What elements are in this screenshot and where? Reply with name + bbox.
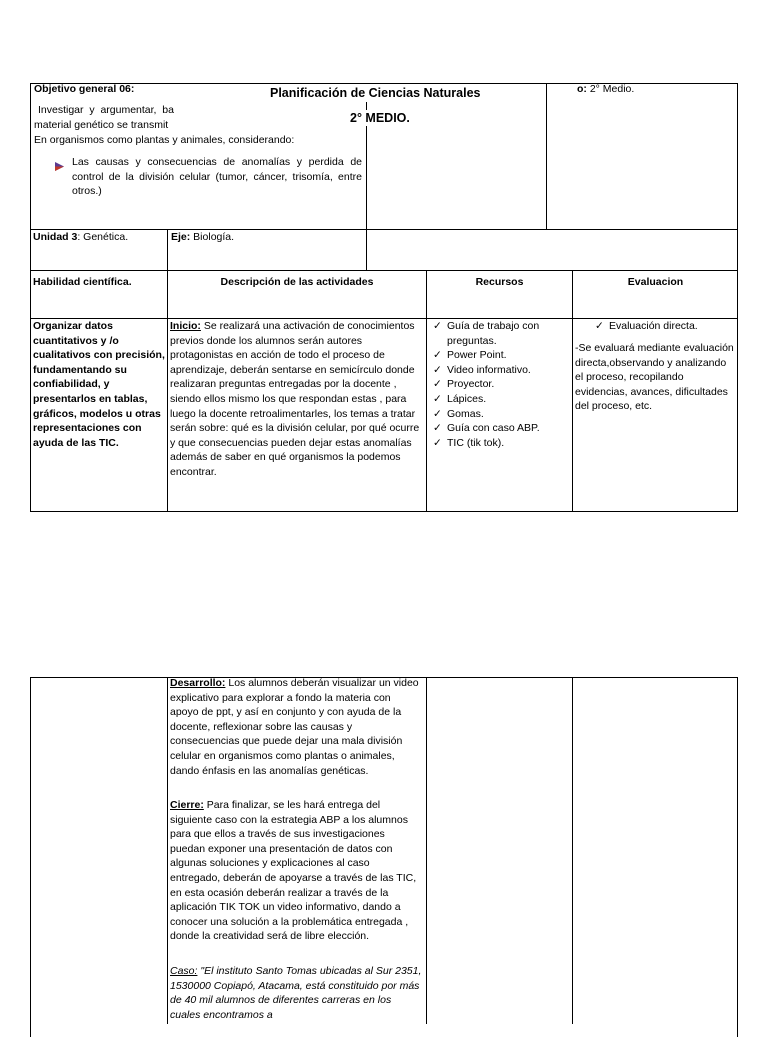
check-icon: ✓ [433,392,442,405]
caso-text: "El instituto Santo Tomas ubicadas al Sur 2351, 1530000 Copiapó, Atacama, está constituido por más de 40 mil alumnos de diferentes carreras en los cuales encontramos a [170,965,422,1021]
desarrollo-text: Los alumnos deberán visualizar un video explicativo para explorar a fondo la materia con apoyo de ppt, y así en conjunto y con ayuda de la docente, reflexionar sobre las causas y consecuencias que puede dejar una mala división celular en organismos como plantas o animales, dando énfasis en las anomalías genéticas. [170,677,419,777]
header-skill: Habilidad científica. [33,276,132,288]
header-evaluation: Evaluacion [627,276,684,288]
objective-label: Objetivo general 06: [34,83,135,95]
objective-line-2: material genético se transmit [34,119,169,131]
header-resources: Recursos [475,276,524,288]
page-subtitle: 2° MEDIO. [345,110,415,126]
cierre-paragraph [170,798,422,944]
check-icon: ✓ [433,363,442,376]
resource-item: ✓ Video informativo. [433,363,531,376]
inicio-paragraph [170,319,424,480]
level-fragment-value: 2° Medio. [586,83,635,95]
desarrollo-label: Desarrollo: [170,677,226,689]
level-fragment-label: o: [577,83,587,95]
rule-v-evaluation [572,270,573,512]
resource-item: ✓ TIC (tik tok). [433,436,505,449]
evaluation-check-list [592,319,736,334]
objective-line-1: Investigar y argumentar, ba [38,104,174,116]
check-icon: ✓ [433,422,442,435]
inicio-label: Inicio: [170,320,201,332]
page-title: Planificación de Ciencias Naturales [265,84,486,102]
axis-value: Biología. [190,231,235,243]
check-icon: ✓ [433,320,442,332]
resource-item: ✓ Guía con caso ABP. [433,422,540,435]
objective-line-3: En organismos como plantas y animales, considerando: [34,134,295,146]
resources-list [430,319,572,450]
resource-item: ✓ Power Point. [433,349,507,362]
rule-v-resources-2 [426,677,427,1024]
skill-text: Organizar datos cuantitativos y /o cualitativos con precisión, fundamentando su confiabilidad, y presentarlos en tablas, gráficos, modelos u otras representaciones con ayuda de las TIC. [33,320,165,449]
unit-cell [33,230,128,245]
caso-paragraph [170,964,422,1022]
evaluation-item: ✓ Evaluación directa. [595,320,698,332]
rule-v-skill-2 [167,677,168,1024]
resource-item: ✓ Guía de trabajo con preguntas. [433,320,540,347]
level-cell [577,82,634,97]
rule-v-skill [167,229,168,512]
resource-item: ✓ Gomas. [433,407,484,420]
rule-unit-top [30,229,738,230]
resource-item: ✓ Lápices. [433,392,487,405]
check-icon: ✓ [433,436,442,449]
evaluation-text: -Se evaluará mediante evaluación directa,observando y analizando el proceso, recopilando evidencias, avances, dificultades del proceso, etc. [575,342,734,413]
axis-cell [171,230,234,245]
rule-header-top [30,270,738,271]
cierre-text: Para finalizar, se les hará entrega del siguiente caso con la estrategia ABP a los alumnos para que ellos a través de sus investigaciones puedan exponer una presentación de datos con algunas soluciones y explicaciones al caso entregado, deberán de apoyarse a través de las TIC, en esta ocasión deberán realizar a través de la aplicación TIK TOK un video informativo, dando a conocer una solución a la problemática entregada , donde la creatividad será de libre elección. [170,799,417,943]
unit-value: : Genética. [77,231,129,243]
axis-label: Eje: [171,231,191,243]
inicio-text: Se realizará una activación de conocimientos previos donde los alumnos serán autores protagonistas en acción de todo el proceso de aprendizaje, deberán sentarse en semicírculo donde realizaran preguntas entregadas por la docente , siendo ellos mismo los que respondan estas , para luego la docente retroalimentarles, los temas a tratar serán sobre: qué es la división celular, por qué ocurre y que consecuencias pueden dejar estas anomalías además de saber en qué organismos la podemos encontrar. [170,320,420,478]
check-icon: ✓ [433,378,442,391]
rule-v-evaluation-2 [572,677,573,1024]
check-icon: ✓ [595,320,604,332]
rule-v-resources [426,270,427,512]
cierre-label: Cierre: [170,799,204,811]
unit-label: Unidad 3 [33,231,78,243]
objective-bullet-text: Las causas y consecuencias de anomalías y perdida de control de la división celular (tumor, cáncer, trisomía, entre otros.) [72,156,362,198]
resource-item: ✓ Proyector. [433,378,495,391]
caso-label: Caso: [170,965,198,977]
bullet-icon [55,158,64,176]
check-icon: ✓ [433,407,442,420]
desarrollo-paragraph [170,676,422,778]
header-description: Descripción de las actividades [220,276,374,288]
check-icon: ✓ [433,349,442,362]
rule-v-level [546,83,547,229]
